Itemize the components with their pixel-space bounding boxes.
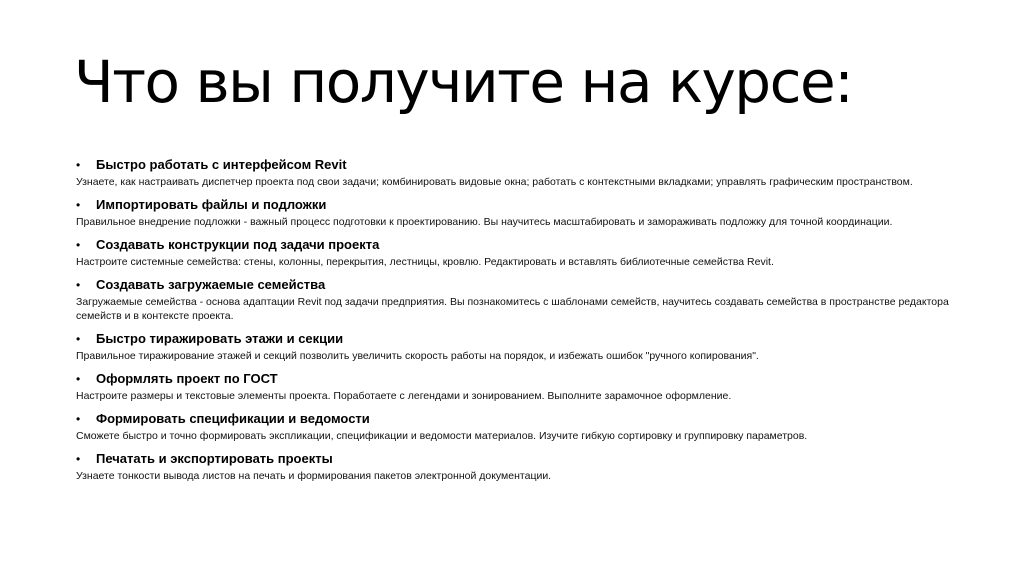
item-heading-text: Создавать конструкции под задачи проекта: [96, 237, 380, 252]
list-item: [76, 449, 956, 483]
item-description: Сможете быстро и точно формировать экспликации, спецификации и ведомости материалов. Изучите гибкую сортировку и группировку параметров.: [76, 430, 808, 442]
item-description: Узнаете тонкости вывода листов на печать и формирования пакетов электронной документации.: [76, 470, 552, 482]
item-heading: [76, 155, 956, 175]
list-item: [76, 409, 956, 443]
bullet-icon: •: [76, 412, 81, 426]
bullet-icon: •: [76, 278, 81, 292]
item-description: Правильное тиражирование этажей и секций позволить увеличить скорость работы на порядок, и избежать ошибок "ручного копирования".: [76, 350, 759, 362]
item-description: Правильное внедрение подложки - важный процесс подготовки к проектированию. Вы научитесь масштабировать и замораживать подложку для точной координации.: [76, 216, 893, 228]
item-heading: [76, 275, 956, 295]
bullet-icon: •: [76, 198, 81, 212]
item-heading-text: Печатать и экспортировать проекты: [96, 451, 333, 466]
bullet-icon: •: [76, 158, 81, 172]
item-heading-text: Импортировать файлы и подложки: [96, 197, 327, 212]
item-heading-text: Быстро тиражировать этажи и секции: [96, 331, 344, 346]
item-heading-text: Формировать спецификации и ведомости: [96, 411, 370, 426]
item-heading: [76, 329, 956, 349]
item-heading: [76, 449, 956, 469]
list-item: [76, 369, 956, 403]
bullet-icon: •: [76, 452, 81, 466]
course-benefits-list: [76, 155, 956, 489]
bullet-icon: •: [76, 332, 81, 346]
item-description: Настроите размеры и текстовые элементы проекта. Поработаете с легендами и зонированием. Выполните зарамочное оформление.: [76, 390, 732, 402]
bullet-icon: •: [76, 238, 81, 252]
item-heading-text: Оформлять проект по ГОСТ: [96, 371, 278, 386]
item-heading-text: Быстро работать с интерфейсом Revit: [96, 157, 347, 172]
item-heading: [76, 235, 956, 255]
list-item: [76, 235, 956, 269]
item-description: Настроите системные семейства: стены, колонны, перекрытия, лестницы, кровлю. Редактировать и вставлять библиотечные семейства Revit.: [76, 256, 774, 268]
list-item: [76, 275, 956, 323]
item-heading-text: Создавать загружаемые семейства: [96, 277, 326, 292]
item-heading: [76, 369, 956, 389]
item-heading: [76, 409, 956, 429]
item-description: Узнаете, как настраивать диспетчер проекта под свои задачи; комбинировать видовые окна; работать с контекстными вкладками; управлять графическим пространством.: [76, 176, 913, 188]
list-item: [76, 195, 956, 229]
bullet-icon: •: [76, 372, 81, 386]
item-description: Загружаемые семейства - основа адаптации Revit под задачи предприятия. Вы познакомитесь с шаблонами семейств, научитесь создавать семейства в пространстве редактора семейств и в контексте проекта.: [76, 296, 949, 322]
slide-title: Что вы получите на курсе:: [74, 48, 853, 116]
list-item: [76, 155, 956, 189]
item-heading: [76, 195, 956, 215]
list-item: [76, 329, 956, 363]
